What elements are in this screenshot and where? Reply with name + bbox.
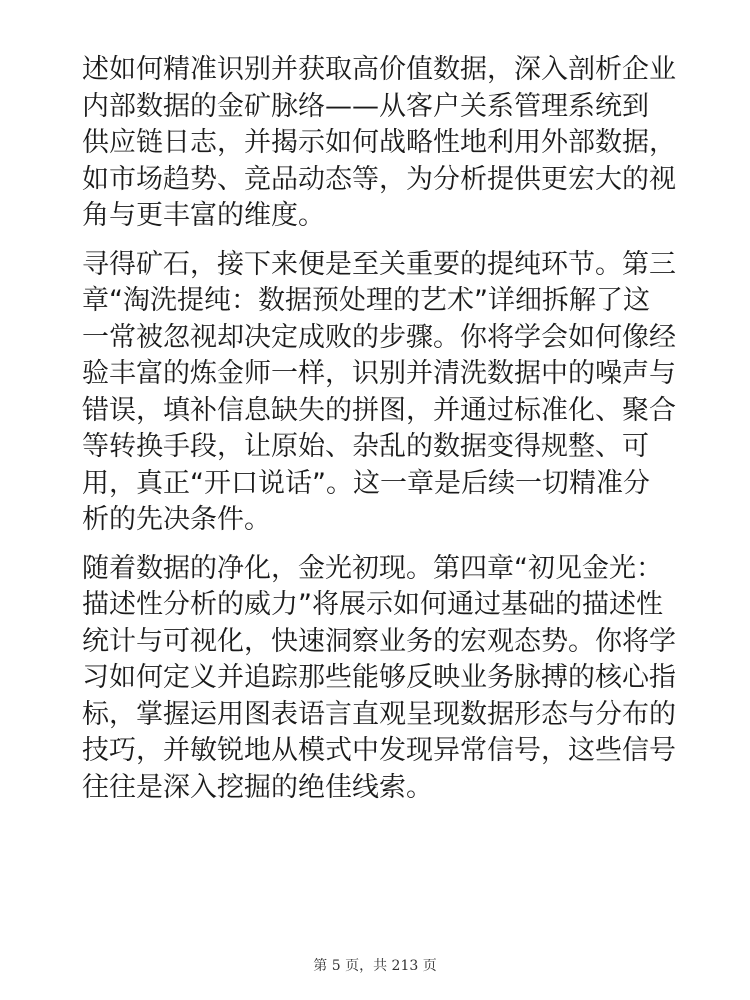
paragraph-3: [82, 551, 682, 807]
text-line: 技巧，并敏锐地从模式中发现异常信号，这些信号: [82, 735, 676, 766]
text-line: 错误，填补信息缺失的拼图，并通过标准化、聚合: [82, 394, 676, 426]
text-line: 一常被忽视却决定成败的步骤。你将学会如何像经: [82, 321, 676, 353]
text-line: 述如何精准识别并获取高价值数据，深入剖析企业: [82, 54, 676, 85]
page-number: 第 5 页，共 213 页: [313, 958, 437, 974]
text-line: 验丰富的炼金师一样，识别并清洗数据中的噪声与: [82, 358, 676, 389]
text-line: 寻得矿石，接下来便是至关重要的提纯环节。第三: [82, 248, 676, 280]
text-line: 习如何定义并追踪那些能够反映业务脉搏的核心指: [82, 662, 676, 693]
text-line: 章“淘洗提纯：数据预处理的艺术”详细拆解了这: [82, 285, 650, 316]
text-line: 角与更丰富的维度。: [82, 200, 325, 231]
text-line: 如市场趋势、竞品动态等，为分析提供更宏大的视: [82, 163, 676, 195]
text-line: 往往是深入挖掘的绝佳线索。: [82, 771, 433, 803]
text-line: 用，真正“开口说话”。这一章是后续一切精准分: [82, 467, 650, 499]
text-line: 描述性分析的威力”将展示如何通过基础的描述性: [82, 589, 663, 620]
text-line: 标，掌握运用图表语言直观呈现数据形态与分布的: [82, 698, 676, 730]
text-line: 内部数据的金矿脉络——从客户关系管理系统到: [82, 90, 649, 122]
text-line: 统计与可视化，快速洞察业务的宏观态势。你将学: [82, 625, 676, 657]
paragraph-1: [82, 52, 682, 235]
text-line: 供应链日志，并揭示如何战略性地利用外部数据，: [82, 127, 676, 158]
text-line: 析的先决条件。: [82, 504, 271, 535]
text-line: 等转换手段，让原始、杂乱的数据变得规整、可: [82, 431, 649, 462]
document-body: [82, 52, 682, 818]
paragraph-2: [82, 247, 682, 539]
text-line: 随着数据的净化，金光初现。第四章“初见金光：: [82, 552, 663, 584]
